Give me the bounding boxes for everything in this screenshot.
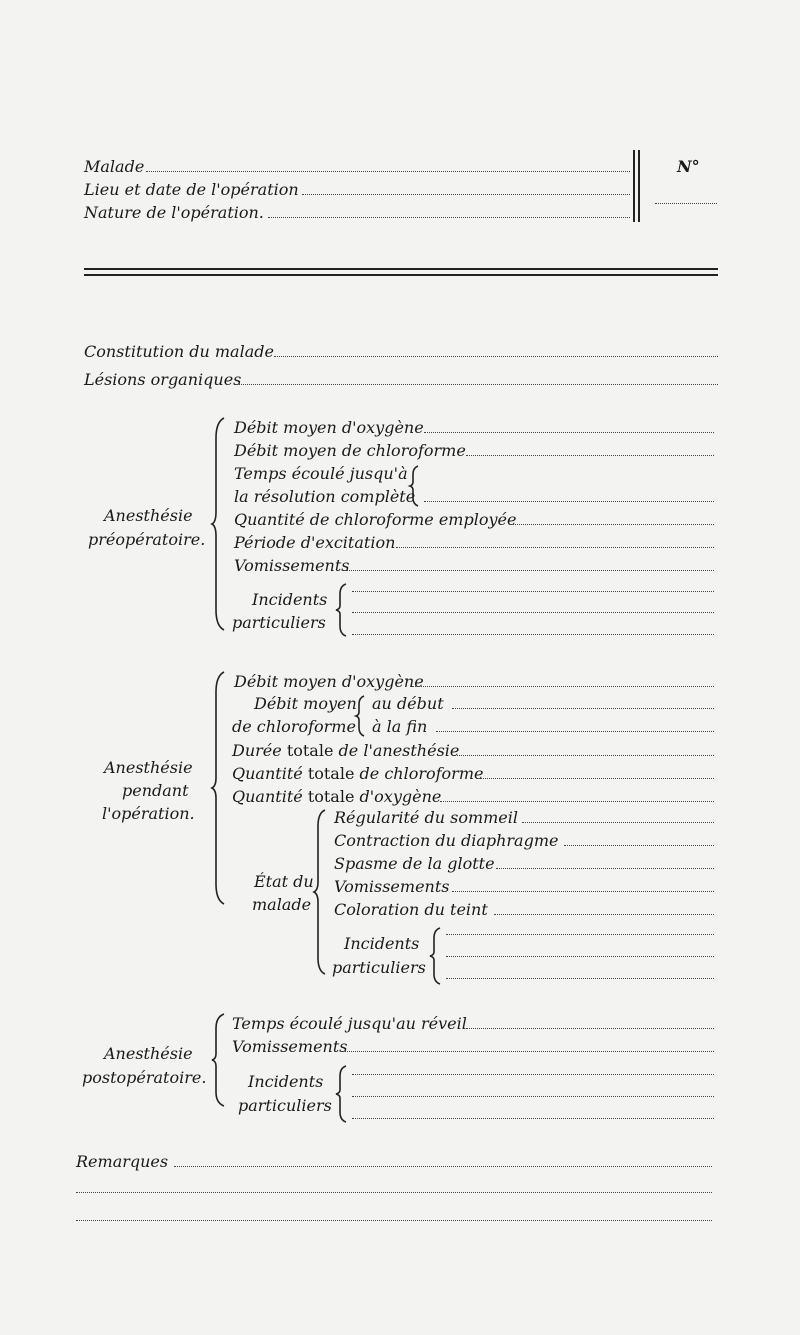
header-divider-left: [633, 150, 635, 222]
pendant-debit-moyen-label: Débit moyen: [254, 694, 357, 713]
postop-particuliers-label: particuliers: [238, 1096, 332, 1115]
postop-vomissements-field[interactable]: [342, 1051, 714, 1052]
constitution-field[interactable]: [274, 356, 718, 357]
pendant-label-line1: Anesthésie: [104, 758, 193, 777]
postop-label-line1: Anesthésie: [104, 1044, 193, 1063]
pendant-quantite-oxy-c: d'oxygène: [359, 787, 442, 806]
postop-vomissements-label: Vomissements: [232, 1037, 348, 1056]
pendant-duree-c: de l'anesthésie: [338, 741, 460, 760]
pendant-debit-oxygene-label: Débit moyen d'oxygène: [234, 672, 424, 691]
malade-label: Malade: [84, 157, 145, 176]
preop-temps-field[interactable]: [424, 501, 714, 502]
preop-periode-field[interactable]: [396, 547, 714, 548]
preop-temps-line1: Temps écoulé jusqu'à: [234, 464, 408, 483]
header-rule-bottom: [84, 274, 718, 276]
pendant-au-debut-field[interactable]: [452, 708, 714, 709]
pendant-incidents-field-2[interactable]: [446, 956, 714, 957]
pendant-de-chloroforme-label: de chloroforme: [232, 717, 356, 736]
pendant-a-la-fin-label: à la fin: [372, 717, 428, 736]
pendant-incidents-label: Incidents: [344, 934, 420, 953]
pendant-quantite-chloro-label: [232, 764, 483, 784]
preop-label-line1: Anesthésie: [104, 506, 193, 525]
pendant-quantite-oxy-b: totale: [307, 787, 355, 806]
pendant-incidents-brace: [430, 928, 442, 984]
lesions-field[interactable]: [236, 384, 718, 385]
pendant-duree-a: Durée: [232, 741, 282, 760]
pendant-quantite-oxy-label: [232, 787, 441, 807]
lieu-date-label: Lieu et date de l'opération: [84, 180, 299, 199]
pendant-etat-line2: malade: [252, 895, 312, 914]
preop-incidents-label: Incidents: [252, 590, 328, 609]
postop-temps-reveil-label: Temps écoulé jusqu'au réveil: [232, 1014, 467, 1033]
numero-label: N°: [677, 157, 700, 176]
postop-label-line2: postopératoire.: [82, 1068, 207, 1087]
preop-debit-oxygene-field[interactable]: [424, 432, 714, 433]
pendant-regularite-field[interactable]: [522, 822, 714, 823]
numero-field[interactable]: [655, 203, 717, 204]
nature-field[interactable]: [268, 217, 630, 218]
preop-vomissements-label: Vomissements: [234, 556, 350, 575]
preop-debit-chloroforme-label: Débit moyen de chloroforme: [234, 441, 466, 460]
preop-incidents-field-1[interactable]: [352, 591, 714, 592]
nature-label: Nature de l'opération.: [84, 203, 264, 222]
pendant-etat-brace: [314, 810, 328, 974]
pendant-duree-field[interactable]: [454, 755, 714, 756]
pendant-coloration-label: Coloration du teint: [334, 900, 488, 919]
remarques-label: Remarques: [76, 1152, 169, 1171]
remarques-field-2[interactable]: [76, 1192, 712, 1193]
pendant-incidents-field-3[interactable]: [446, 978, 714, 979]
remarques-field-3[interactable]: [76, 1220, 712, 1221]
preop-quantite-field[interactable]: [510, 524, 714, 525]
preop-periode-label: Période d'excitation: [234, 533, 396, 552]
postop-incidents-field-1[interactable]: [352, 1074, 714, 1075]
pendant-spasme-label: Spasme de la glotte: [334, 854, 495, 873]
postop-brace: [212, 1014, 228, 1106]
preop-debit-chloroforme-field[interactable]: [466, 455, 714, 456]
pendant-quantite-oxy-field[interactable]: [440, 801, 714, 802]
preop-debit-oxygene-label: Débit moyen d'oxygène: [234, 418, 424, 437]
header-divider-right: [638, 150, 640, 222]
pendant-quantite-chloro-c: de chloroforme: [359, 764, 484, 783]
pendant-label-line3: l'opération.: [102, 804, 195, 823]
pendant-vomissements-field[interactable]: [452, 891, 714, 892]
pendant-spasme-field[interactable]: [496, 868, 714, 869]
pendant-particuliers-label: particuliers: [332, 958, 426, 977]
header-rule-top: [84, 268, 718, 270]
pendant-au-debut-label: au début: [372, 694, 444, 713]
preop-label-line2: préopératoire.: [88, 530, 206, 549]
pendant-debit-brace: [356, 696, 366, 736]
preop-particuliers-label: particuliers: [232, 613, 326, 632]
pendant-duree-label: [232, 741, 459, 761]
pendant-contraction-label: Contraction du diaphragme: [334, 831, 559, 850]
pendant-etat-line1: État du: [254, 872, 314, 891]
malade-field[interactable]: [146, 171, 630, 172]
pendant-quantite-oxy-a: Quantité: [232, 787, 303, 806]
pendant-quantite-chloro-b: totale: [307, 764, 355, 783]
preop-brace: [212, 418, 228, 630]
postop-incidents-field-2[interactable]: [352, 1096, 714, 1097]
pendant-duree-b: totale: [286, 741, 334, 760]
postop-incidents-field-3[interactable]: [352, 1118, 714, 1119]
pendant-debit-oxygene-field[interactable]: [412, 686, 714, 687]
preop-incidents-field-2[interactable]: [352, 612, 714, 613]
pendant-label-line2: pendant: [122, 781, 189, 800]
postop-incidents-brace: [336, 1066, 348, 1122]
pendant-incidents-field-1[interactable]: [446, 934, 714, 935]
postop-temps-reveil-field[interactable]: [466, 1028, 714, 1029]
preop-temps-line2: la résolution complète: [234, 487, 416, 506]
preop-incidents-field-3[interactable]: [352, 634, 714, 635]
pendant-a-la-fin-field[interactable]: [436, 731, 714, 732]
constitution-label: Constitution du malade: [84, 342, 274, 361]
pendant-regularite-label: Régularité du sommeil: [334, 808, 518, 827]
pendant-brace: [212, 672, 228, 904]
remarques-field-1[interactable]: [174, 1166, 712, 1167]
pendant-quantite-chloro-field[interactable]: [480, 778, 714, 779]
pendant-quantite-chloro-a: Quantité: [232, 764, 303, 783]
lieu-date-field[interactable]: [302, 194, 630, 195]
preop-incidents-brace: [336, 584, 348, 636]
preop-quantite-label: Quantité de chloroforme employée: [234, 510, 517, 529]
preop-vomissements-field[interactable]: [346, 570, 714, 571]
pendant-coloration-field[interactable]: [494, 914, 714, 915]
pendant-vomissements-label: Vomissements: [334, 877, 450, 896]
pendant-contraction-field[interactable]: [564, 845, 714, 846]
lesions-label: Lésions organiques: [84, 370, 242, 389]
preop-temps-brace: [410, 466, 420, 506]
postop-incidents-label: Incidents: [248, 1072, 324, 1091]
